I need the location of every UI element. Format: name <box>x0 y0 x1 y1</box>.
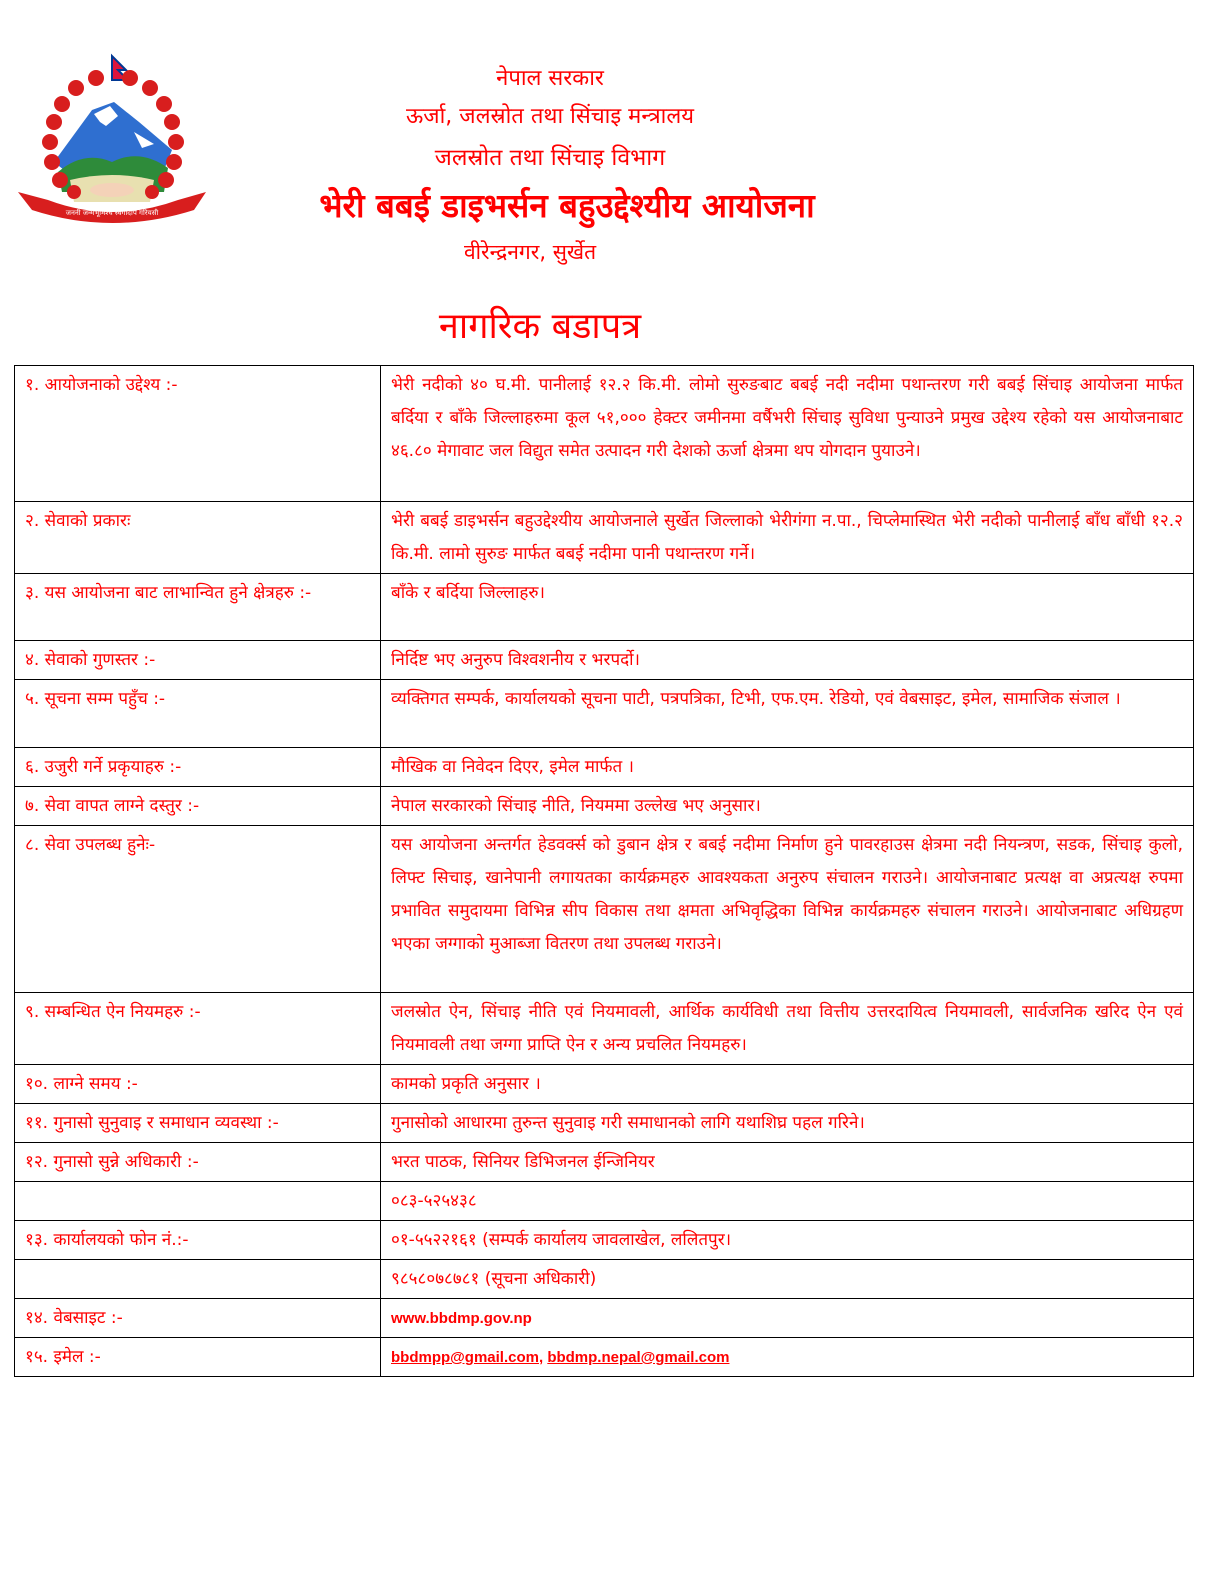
row-label: ९. सम्बन्धित ऐन नियमहरु :- <box>15 993 381 1065</box>
table-row <box>15 748 1194 787</box>
row-label: २. सेवाको प्रकारः <box>15 502 381 574</box>
row-value: ०१-५५२२१६१ (सम्पर्क कार्यालय जावलाखेल, ललितपुर। <box>381 1221 1194 1260</box>
project-location: वीरेन्द्रनगर, सुर्खेत <box>463 240 597 264</box>
row-value: जलस्रोत ऐन, सिंचाइ नीति एवं नियमावली, आर्थिक कार्यविधी तथा वित्तीय उत्तरदायित्व नियमावली, सार्वजनिक खरिद ऐन एवं नियमावली तथा जग्गा प्राप्ति ऐन र अन्य प्रचलित नियमहरु। <box>381 993 1194 1065</box>
table-row <box>15 826 1194 993</box>
row-value: कामको प्रकृति अनुसार । <box>381 1065 1194 1104</box>
nepal-emblem-logo <box>14 52 210 228</box>
row-label: ७. सेवा वापत लाग्ने दस्तुर :- <box>15 787 381 826</box>
row-value: भरत पाठक, सिनियर डिभिजनल ईन्जिनियर <box>381 1143 1194 1182</box>
row-value: गुनासोको आधारमा तुरुन्त सुनुवाइ गरी समाधानको लागि यथाशिघ्र पहल गरिने। <box>381 1104 1194 1143</box>
email-link-1[interactable]: bbdmpp@gmail.com <box>391 1349 539 1366</box>
page-title: नागरिक बडापत्र <box>438 306 642 347</box>
row-label: ८. सेवा उपलब्ध हुनेः- <box>15 826 381 993</box>
table-row <box>15 574 1194 641</box>
row-value: बाँके र बर्दिया जिल्लाहरु। <box>381 574 1194 641</box>
table-row <box>15 1143 1194 1182</box>
row-value: ०८३-५२५४३८ <box>381 1182 1194 1221</box>
table-row <box>15 993 1194 1065</box>
table-row <box>15 1182 1194 1221</box>
row-label <box>15 1182 381 1221</box>
email-link-2[interactable]: bbdmp.nepal@gmail.com <box>547 1349 730 1366</box>
row-label: ५. सूचना सम्म पहुँच :- <box>15 680 381 748</box>
row-label: १२. गुनासो सुन्ने अधिकारी :- <box>15 1143 381 1182</box>
row-label: ११. गुनासो सुनुवाइ र समाधान व्यवस्था :- <box>15 1104 381 1143</box>
project-name: भेरी बबई डाइभर्सन बहुउद्देश्यीय आयोजना <box>319 186 815 225</box>
table-row <box>15 1221 1194 1260</box>
row-label: ६. उजुरी गर्ने प्रकृयाहरु :- <box>15 748 381 787</box>
table-row <box>15 641 1194 680</box>
row-value: निर्दिष्ट भए अनुरुप विश्वशनीय र भरपर्दो। <box>381 641 1194 680</box>
email-separator: , <box>538 1349 548 1366</box>
emblem-handshake <box>90 183 134 197</box>
table-row <box>15 680 1194 748</box>
row-label: १०. लाग्ने समय :- <box>15 1065 381 1104</box>
row-value <box>381 1338 1194 1377</box>
website-link[interactable]: www.bbdmp.gov.np <box>391 1310 532 1327</box>
row-label: १४. वेबसाइट :- <box>15 1299 381 1338</box>
row-label: १३. कार्यालयको फोन नं.:- <box>15 1221 381 1260</box>
table-row <box>15 787 1194 826</box>
row-value: यस आयोजना अन्तर्गत हेडवर्क्स को डुबान क्षेत्र र बबई नदीमा निर्माण हुने पावरहाउस क्षेत्रमा नदी नियन्त्रण, सडक, सिंचाइ कुलो, लिफ्ट सिचाइ, खानेपानी लगायतका कार्यक्रमहरु आवश्यकता अनुरुप संचालन गराउने। आयोजनाबाट प्रत्यक्ष वा अप्रत्यक्ष रुपमा प्रभावित समुदायमा विभिन्न सीप विकास तथा क्षमता अभिवृद्धिका विभिन्न कार्यक्रमहरु संचालन गराउने। आयोजनाबाट अधिग्रहण भएका जग्गाको मुआब्जा वितरण तथा उपलब्ध गराउने। <box>381 826 1194 993</box>
row-value: भेरी बबई डाइभर्सन बहुउद्देश्यीय आयोजनाले सुर्खेत जिल्लाको भेरीगंगा न.पा., चिप्लेमास्थित भेरी नदीको पानीलाई बाँध बाँधी १२.२ कि.मी. लामो सुरुङ मार्फत बबई नदीमा पानी पथान्तरण गर्ने। <box>381 502 1194 574</box>
row-value <box>381 1299 1194 1338</box>
department-name: जलस्रोत तथा सिंचाइ विभाग <box>434 145 666 171</box>
row-value: व्यक्तिगत सम्पर्क, कार्यालयको सूचना पाटी, पत्रपत्रिका, टिभी, एफ.एम. रेडियो, एवं वेबसाइट, इमेल, सामाजिक संजाल । <box>381 680 1194 748</box>
emblem-motto: जननी जन्मभूमिश्च स्वर्गादपि गरियसी <box>65 209 159 217</box>
row-label: ३. यस आयोजना बाट लाभान्वित हुने क्षेत्रहरु :- <box>15 574 381 641</box>
table-row <box>15 366 1194 502</box>
row-value: भेरी नदीको ४० घ.मी. पानीलाई १२.२ कि.मी. लोमो सुरुङबाट बबई नदी नदीमा पथान्तरण गरी बबई सिंचाइ आयोजना मार्फत बर्दिया र बाँके जिल्लाहरुमा कूल ५१,००० हेक्टर जमीनमा वर्षैभरी सिंचाइ सुविधा पुन्याउने प्रमुख उद्देश्य रहेको यस आयोजनाबाट ४६.८० मेगावाट जल विद्युत समेत उत्पादन गरी देशको ऊर्जा क्षेत्रमा थप योगदान पुयाउने। <box>381 366 1194 502</box>
table-row <box>15 1065 1194 1104</box>
row-label: १. आयोजनाको उद्देश्य :- <box>15 366 381 502</box>
row-value: नेपाल सरकारको सिंचाइ नीति, नियममा उल्लेख भए अनुसार। <box>381 787 1194 826</box>
ministry-name: ऊर्जा, जलस्रोत तथा सिंचाइ मन्त्रालय <box>406 104 694 129</box>
row-label: ४. सेवाको गुणस्तर :- <box>15 641 381 680</box>
table-row-email <box>15 1338 1194 1377</box>
table-row-website <box>15 1299 1194 1338</box>
table-row <box>15 1260 1194 1299</box>
government-name: नेपाल सरकार <box>496 66 604 91</box>
citizen-charter-table <box>14 365 1194 1377</box>
table-row <box>15 1104 1194 1143</box>
row-label: १५. इमेल :- <box>15 1338 381 1377</box>
row-value: मौखिक वा निवेदन दिएर, इमेल मार्फत । <box>381 748 1194 787</box>
row-value: ९८५८०७८७८१ (सूचना अधिकारी) <box>381 1260 1194 1299</box>
charter-body <box>15 366 1194 1377</box>
row-label <box>15 1260 381 1299</box>
table-row <box>15 502 1194 574</box>
